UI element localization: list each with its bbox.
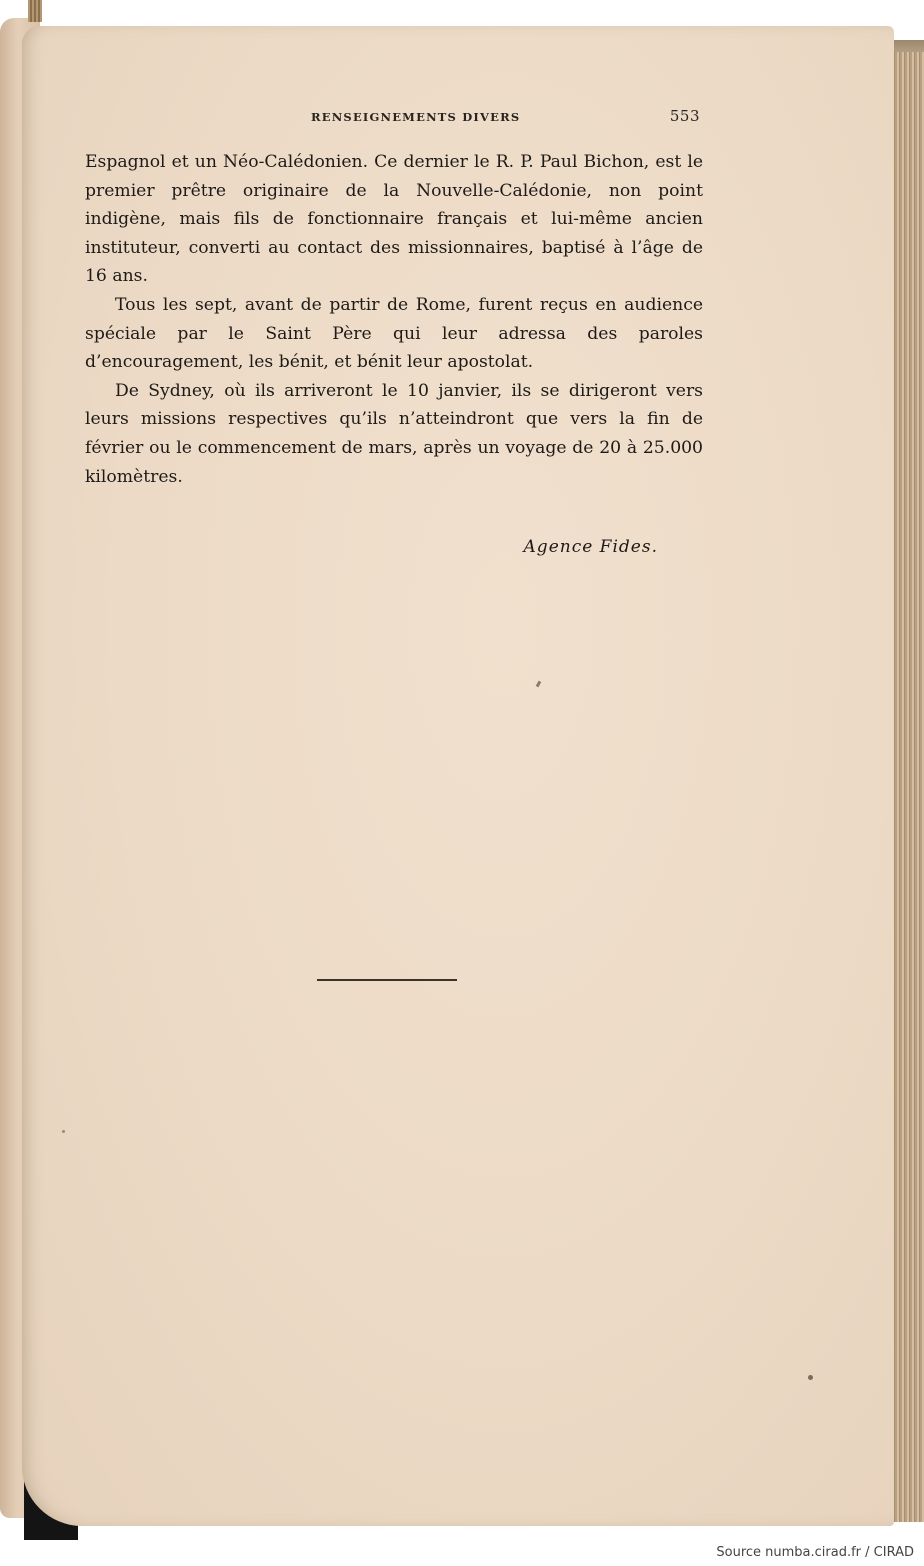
- running-head-title: RENSEIGNEMENTS DIVERS: [311, 110, 521, 124]
- paper-speck: [62, 1130, 65, 1133]
- signature: Agence Fides.: [523, 537, 658, 557]
- binding-thread: [28, 0, 42, 22]
- text-block: [85, 148, 703, 491]
- source-credit: Source numba.cirad.fr / CIRAD: [716, 1545, 914, 1560]
- paper-speck: [808, 1375, 813, 1380]
- running-head: [80, 107, 700, 125]
- paragraph-2: Tous les sept, avant de partir de Rome, furent reçus en audience spéciale par le Saint Père qui leur adressa des paroles d’encouragement, les bénit, et bénit leur apostolat.: [85, 294, 703, 373]
- paragraph-3: De Sydney, où ils arriveront le 10 janvier, ils se dirigeront vers leurs missions respectives qu’ils n’atteindront que vers la fin de février ou le commencement de mars, après un voyage de 20 à 25.000 kilomètres.: [85, 380, 703, 487]
- end-rule: [317, 979, 457, 981]
- paragraph-1: Espagnol et un Néo-Calédonien. Ce dernier le R. P. Paul Bichon, est le premier prêtre originaire de la Nouvelle-Calédonie, non point indigène, mais fils de fonctionnaire français et lui-même ancien instituteur, converti au contact des missionnaires, baptisé à l’âge de 16 ans.: [85, 152, 703, 287]
- page-number: 553: [669, 107, 700, 125]
